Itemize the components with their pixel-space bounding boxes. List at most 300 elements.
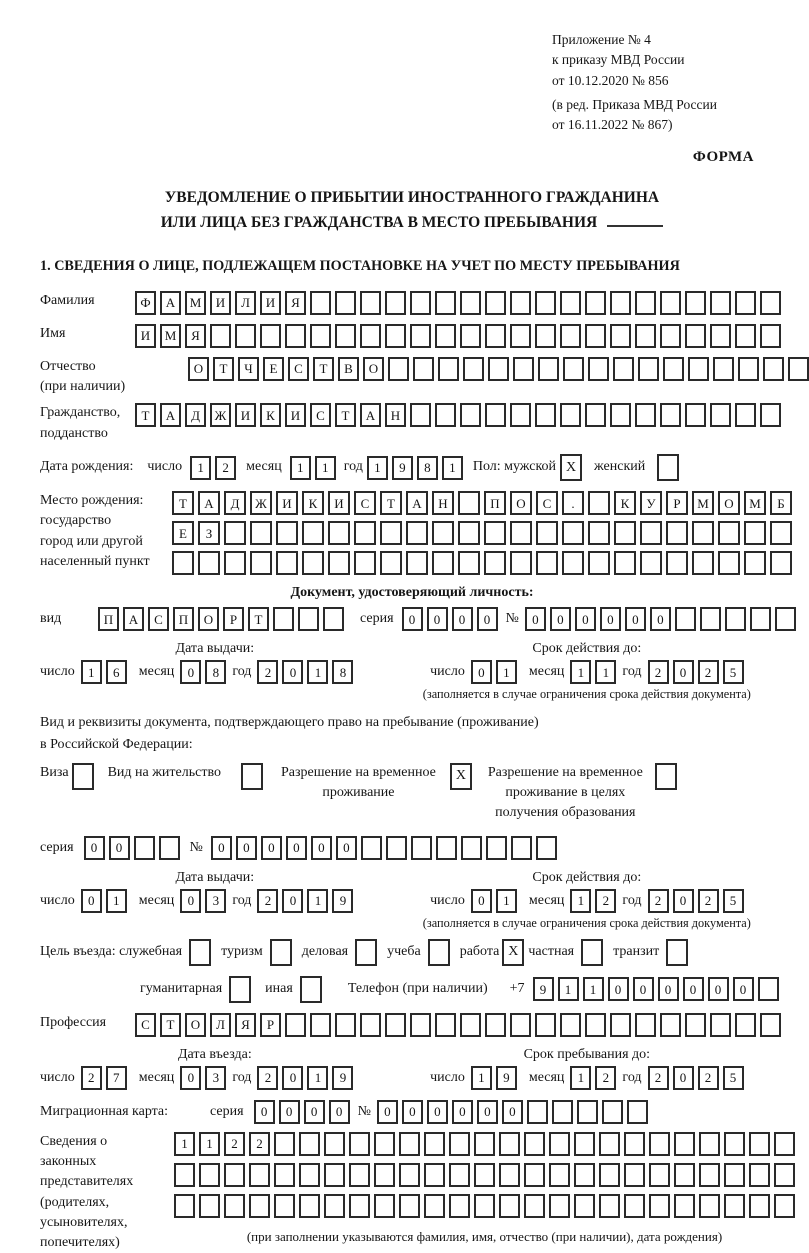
char-cell[interactable] [413, 357, 434, 381]
char-cell[interactable]: 0 [81, 889, 102, 913]
char-cell[interactable] [640, 521, 662, 545]
char-cell[interactable] [560, 291, 581, 315]
temp-residence-edu-checkbox[interactable] [655, 763, 677, 790]
char-cell[interactable]: 0 [254, 1100, 275, 1124]
char-cell[interactable]: Т [213, 357, 234, 381]
char-cell[interactable] [649, 1194, 670, 1218]
char-cell[interactable] [610, 291, 631, 315]
char-cell[interactable] [349, 1194, 370, 1218]
char-cell[interactable]: Р [666, 491, 688, 515]
char-cell[interactable]: 0 [650, 607, 671, 631]
char-cell[interactable] [399, 1194, 420, 1218]
char-cell[interactable] [474, 1194, 495, 1218]
char-cell[interactable] [560, 1013, 581, 1037]
char-cell[interactable] [724, 1132, 745, 1156]
char-cell[interactable] [527, 1100, 548, 1124]
char-cell[interactable]: 0 [286, 836, 307, 860]
char-cell[interactable]: 1 [583, 977, 604, 1001]
char-cell[interactable] [310, 291, 331, 315]
char-cell[interactable]: Я [285, 291, 306, 315]
char-cell[interactable]: 1 [558, 977, 579, 1001]
char-cell[interactable] [635, 403, 656, 427]
char-cell[interactable] [250, 551, 272, 575]
char-cell[interactable]: 1 [174, 1132, 195, 1156]
char-cell[interactable] [763, 357, 784, 381]
char-cell[interactable] [463, 357, 484, 381]
char-cell[interactable] [760, 1013, 781, 1037]
char-cell[interactable]: Н [432, 491, 454, 515]
char-cell[interactable] [510, 521, 532, 545]
char-cell[interactable] [750, 607, 771, 631]
char-cell[interactable] [563, 357, 584, 381]
char-cell[interactable]: А [406, 491, 428, 515]
char-cell[interactable] [374, 1132, 395, 1156]
char-cell[interactable]: 1 [496, 889, 517, 913]
char-cell[interactable] [224, 1163, 245, 1187]
char-cell[interactable] [685, 291, 706, 315]
char-cell[interactable]: О [363, 357, 384, 381]
purpose-tourism-checkbox[interactable] [270, 939, 292, 966]
char-cell[interactable]: 0 [471, 889, 492, 913]
char-cell[interactable] [484, 551, 506, 575]
char-cell[interactable] [458, 551, 480, 575]
char-cell[interactable] [449, 1194, 470, 1218]
char-cell[interactable] [624, 1163, 645, 1187]
char-cell[interactable] [588, 551, 610, 575]
char-cell[interactable]: 7 [106, 1066, 127, 1090]
char-cell[interactable] [735, 1013, 756, 1037]
char-cell[interactable]: К [260, 403, 281, 427]
char-cell[interactable] [335, 1013, 356, 1037]
char-cell[interactable] [585, 403, 606, 427]
char-cell[interactable]: И [285, 403, 306, 427]
char-cell[interactable]: 0 [452, 607, 473, 631]
char-cell[interactable] [374, 1194, 395, 1218]
char-cell[interactable]: 2 [215, 456, 236, 480]
char-cell[interactable]: 5 [723, 1066, 744, 1090]
char-cell[interactable] [436, 836, 457, 860]
char-cell[interactable]: 2 [249, 1132, 270, 1156]
char-cell[interactable] [688, 357, 709, 381]
char-cell[interactable] [724, 1163, 745, 1187]
char-cell[interactable] [562, 551, 584, 575]
char-cell[interactable]: 0 [427, 607, 448, 631]
char-cell[interactable] [432, 551, 454, 575]
char-cell[interactable] [432, 521, 454, 545]
char-cell[interactable] [172, 551, 194, 575]
char-cell[interactable]: И [235, 403, 256, 427]
char-cell[interactable] [718, 521, 740, 545]
char-cell[interactable] [499, 1132, 520, 1156]
char-cell[interactable]: 0 [180, 889, 201, 913]
char-cell[interactable]: 8 [332, 660, 353, 684]
char-cell[interactable] [424, 1132, 445, 1156]
char-cell[interactable] [299, 1132, 320, 1156]
char-cell[interactable] [614, 521, 636, 545]
char-cell[interactable]: 2 [595, 889, 616, 913]
char-cell[interactable]: Ж [250, 491, 272, 515]
char-cell[interactable]: 0 [261, 836, 282, 860]
char-cell[interactable] [562, 521, 584, 545]
char-cell[interactable]: 1 [442, 456, 463, 480]
char-cell[interactable] [224, 1194, 245, 1218]
char-cell[interactable] [302, 551, 324, 575]
char-cell[interactable] [435, 291, 456, 315]
char-cell[interactable] [674, 1132, 695, 1156]
char-cell[interactable] [274, 1132, 295, 1156]
char-cell[interactable] [159, 836, 180, 860]
char-cell[interactable] [410, 324, 431, 348]
char-cell[interactable] [660, 403, 681, 427]
char-cell[interactable] [760, 403, 781, 427]
char-cell[interactable]: Н [385, 403, 406, 427]
char-cell[interactable] [627, 1100, 648, 1124]
char-cell[interactable]: П [98, 607, 119, 631]
char-cell[interactable]: 3 [205, 1066, 226, 1090]
char-cell[interactable]: 0 [683, 977, 704, 1001]
char-cell[interactable] [385, 291, 406, 315]
char-cell[interactable]: С [536, 491, 558, 515]
char-cell[interactable] [535, 324, 556, 348]
char-cell[interactable] [499, 1194, 520, 1218]
char-cell[interactable]: Т [380, 491, 402, 515]
char-cell[interactable] [285, 324, 306, 348]
char-cell[interactable] [710, 291, 731, 315]
char-cell[interactable] [323, 607, 344, 631]
char-cell[interactable] [770, 551, 792, 575]
char-cell[interactable]: 0 [625, 607, 646, 631]
purpose-private-checkbox[interactable] [581, 939, 603, 966]
char-cell[interactable]: 1 [106, 889, 127, 913]
char-cell[interactable]: М [160, 324, 181, 348]
char-cell[interactable] [699, 1194, 720, 1218]
char-cell[interactable] [273, 607, 294, 631]
char-cell[interactable] [649, 1163, 670, 1187]
char-cell[interactable] [735, 403, 756, 427]
char-cell[interactable]: 1 [199, 1132, 220, 1156]
char-cell[interactable] [474, 1132, 495, 1156]
char-cell[interactable]: 0 [427, 1100, 448, 1124]
char-cell[interactable]: Л [235, 291, 256, 315]
char-cell[interactable]: О [510, 491, 532, 515]
char-cell[interactable]: 1 [570, 660, 591, 684]
char-cell[interactable]: 0 [336, 836, 357, 860]
char-cell[interactable]: 1 [367, 456, 388, 480]
char-cell[interactable] [260, 324, 281, 348]
char-cell[interactable]: 1 [570, 889, 591, 913]
char-cell[interactable]: 0 [84, 836, 105, 860]
char-cell[interactable]: И [328, 491, 350, 515]
char-cell[interactable] [710, 403, 731, 427]
char-cell[interactable] [511, 836, 532, 860]
purpose-humanitarian-checkbox[interactable] [229, 976, 251, 1003]
char-cell[interactable] [349, 1132, 370, 1156]
char-cell[interactable] [535, 403, 556, 427]
char-cell[interactable]: Е [172, 521, 194, 545]
char-cell[interactable] [361, 836, 382, 860]
temp-residence-checkbox[interactable]: X [450, 763, 472, 790]
char-cell[interactable]: З [198, 521, 220, 545]
char-cell[interactable]: Ч [238, 357, 259, 381]
char-cell[interactable]: М [185, 291, 206, 315]
char-cell[interactable] [388, 357, 409, 381]
char-cell[interactable] [360, 1013, 381, 1037]
char-cell[interactable]: 0 [282, 660, 303, 684]
char-cell[interactable]: Ф [135, 291, 156, 315]
char-cell[interactable] [224, 521, 246, 545]
char-cell[interactable] [449, 1132, 470, 1156]
char-cell[interactable]: 2 [257, 889, 278, 913]
char-cell[interactable] [692, 521, 714, 545]
char-cell[interactable] [406, 521, 428, 545]
char-cell[interactable] [749, 1132, 770, 1156]
char-cell[interactable] [775, 607, 796, 631]
char-cell[interactable] [513, 357, 534, 381]
char-cell[interactable] [700, 607, 721, 631]
char-cell[interactable] [349, 1163, 370, 1187]
char-cell[interactable] [552, 1100, 573, 1124]
char-cell[interactable] [760, 291, 781, 315]
char-cell[interactable] [410, 291, 431, 315]
char-cell[interactable]: 2 [698, 1066, 719, 1090]
char-cell[interactable] [649, 1132, 670, 1156]
char-cell[interactable] [510, 291, 531, 315]
char-cell[interactable] [411, 836, 432, 860]
char-cell[interactable] [536, 521, 558, 545]
char-cell[interactable] [724, 1194, 745, 1218]
char-cell[interactable] [585, 1013, 606, 1037]
char-cell[interactable]: 1 [471, 1066, 492, 1090]
char-cell[interactable]: 0 [109, 836, 130, 860]
char-cell[interactable] [374, 1163, 395, 1187]
char-cell[interactable] [360, 291, 381, 315]
char-cell[interactable]: 0 [600, 607, 621, 631]
char-cell[interactable] [458, 521, 480, 545]
char-cell[interactable]: 2 [257, 1066, 278, 1090]
char-cell[interactable]: 0 [733, 977, 754, 1001]
char-cell[interactable] [460, 324, 481, 348]
char-cell[interactable] [449, 1163, 470, 1187]
char-cell[interactable]: 2 [81, 1066, 102, 1090]
char-cell[interactable] [574, 1194, 595, 1218]
char-cell[interactable]: 0 [311, 836, 332, 860]
char-cell[interactable] [274, 1163, 295, 1187]
char-cell[interactable] [335, 291, 356, 315]
char-cell[interactable] [735, 291, 756, 315]
char-cell[interactable] [574, 1132, 595, 1156]
char-cell[interactable] [774, 1132, 795, 1156]
char-cell[interactable] [510, 324, 531, 348]
char-cell[interactable] [774, 1194, 795, 1218]
char-cell[interactable] [399, 1132, 420, 1156]
char-cell[interactable]: 1 [307, 889, 328, 913]
char-cell[interactable] [435, 324, 456, 348]
char-cell[interactable]: 0 [550, 607, 571, 631]
purpose-study-checkbox[interactable] [428, 939, 450, 966]
char-cell[interactable] [535, 291, 556, 315]
char-cell[interactable] [199, 1163, 220, 1187]
char-cell[interactable]: А [160, 403, 181, 427]
char-cell[interactable] [299, 1163, 320, 1187]
char-cell[interactable]: Д [185, 403, 206, 427]
char-cell[interactable] [577, 1100, 598, 1124]
char-cell[interactable]: К [302, 491, 324, 515]
char-cell[interactable]: 0 [377, 1100, 398, 1124]
char-cell[interactable] [435, 1013, 456, 1037]
char-cell[interactable] [460, 1013, 481, 1037]
char-cell[interactable] [499, 1163, 520, 1187]
char-cell[interactable] [460, 291, 481, 315]
char-cell[interactable]: 0 [502, 1100, 523, 1124]
char-cell[interactable] [710, 324, 731, 348]
char-cell[interactable] [298, 607, 319, 631]
char-cell[interactable] [770, 521, 792, 545]
char-cell[interactable] [666, 521, 688, 545]
char-cell[interactable] [438, 357, 459, 381]
char-cell[interactable]: Т [135, 403, 156, 427]
char-cell[interactable] [328, 521, 350, 545]
char-cell[interactable]: 0 [673, 889, 694, 913]
char-cell[interactable] [660, 1013, 681, 1037]
char-cell[interactable] [549, 1194, 570, 1218]
char-cell[interactable] [725, 607, 746, 631]
char-cell[interactable] [524, 1194, 545, 1218]
char-cell[interactable] [599, 1163, 620, 1187]
char-cell[interactable] [328, 551, 350, 575]
char-cell[interactable] [460, 403, 481, 427]
char-cell[interactable] [640, 551, 662, 575]
char-cell[interactable]: А [360, 403, 381, 427]
char-cell[interactable]: Т [160, 1013, 181, 1037]
char-cell[interactable]: 9 [533, 977, 554, 1001]
char-cell[interactable] [674, 1194, 695, 1218]
char-cell[interactable] [536, 836, 557, 860]
char-cell[interactable]: 0 [477, 1100, 498, 1124]
char-cell[interactable]: 2 [257, 660, 278, 684]
purpose-other-checkbox[interactable] [300, 976, 322, 1003]
char-cell[interactable]: 0 [708, 977, 729, 1001]
char-cell[interactable]: У [640, 491, 662, 515]
char-cell[interactable]: Б [770, 491, 792, 515]
char-cell[interactable]: Т [172, 491, 194, 515]
char-cell[interactable] [524, 1132, 545, 1156]
char-cell[interactable] [685, 324, 706, 348]
char-cell[interactable]: С [288, 357, 309, 381]
char-cell[interactable]: П [173, 607, 194, 631]
char-cell[interactable] [735, 324, 756, 348]
char-cell[interactable]: 0 [471, 660, 492, 684]
char-cell[interactable] [749, 1163, 770, 1187]
char-cell[interactable] [524, 1163, 545, 1187]
char-cell[interactable] [588, 521, 610, 545]
char-cell[interactable]: И [260, 291, 281, 315]
char-cell[interactable]: Е [263, 357, 284, 381]
char-cell[interactable]: 0 [180, 1066, 201, 1090]
char-cell[interactable] [276, 551, 298, 575]
char-cell[interactable] [249, 1163, 270, 1187]
char-cell[interactable] [588, 357, 609, 381]
char-cell[interactable]: Л [210, 1013, 231, 1037]
char-cell[interactable] [535, 1013, 556, 1037]
char-cell[interactable] [635, 324, 656, 348]
char-cell[interactable]: 1 [81, 660, 102, 684]
char-cell[interactable]: 1 [290, 456, 311, 480]
char-cell[interactable] [199, 1194, 220, 1218]
char-cell[interactable]: 9 [332, 1066, 353, 1090]
char-cell[interactable] [174, 1194, 195, 1218]
char-cell[interactable]: 3 [205, 889, 226, 913]
char-cell[interactable]: А [123, 607, 144, 631]
char-cell[interactable] [560, 403, 581, 427]
char-cell[interactable]: 0 [477, 607, 498, 631]
char-cell[interactable]: Д [224, 491, 246, 515]
char-cell[interactable] [410, 1013, 431, 1037]
char-cell[interactable] [486, 836, 507, 860]
char-cell[interactable]: 1 [307, 660, 328, 684]
char-cell[interactable]: 1 [315, 456, 336, 480]
char-cell[interactable] [744, 521, 766, 545]
char-cell[interactable]: А [160, 291, 181, 315]
char-cell[interactable] [210, 324, 231, 348]
char-cell[interactable] [602, 1100, 623, 1124]
char-cell[interactable] [485, 324, 506, 348]
char-cell[interactable] [324, 1194, 345, 1218]
char-cell[interactable] [406, 551, 428, 575]
char-cell[interactable]: Т [335, 403, 356, 427]
char-cell[interactable] [285, 1013, 306, 1037]
char-cell[interactable] [235, 324, 256, 348]
char-cell[interactable]: Т [248, 607, 269, 631]
char-cell[interactable] [354, 551, 376, 575]
char-cell[interactable] [599, 1194, 620, 1218]
char-cell[interactable] [461, 836, 482, 860]
char-cell[interactable]: 2 [648, 889, 669, 913]
char-cell[interactable] [335, 324, 356, 348]
char-cell[interactable] [354, 521, 376, 545]
char-cell[interactable] [599, 1132, 620, 1156]
char-cell[interactable] [685, 403, 706, 427]
char-cell[interactable]: И [276, 491, 298, 515]
char-cell[interactable] [250, 521, 272, 545]
char-cell[interactable] [224, 551, 246, 575]
char-cell[interactable]: О [198, 607, 219, 631]
char-cell[interactable]: 1 [570, 1066, 591, 1090]
char-cell[interactable]: 6 [106, 660, 127, 684]
char-cell[interactable] [610, 403, 631, 427]
char-cell[interactable] [614, 551, 636, 575]
char-cell[interactable]: . [562, 491, 584, 515]
char-cell[interactable]: 0 [236, 836, 257, 860]
char-cell[interactable] [710, 1013, 731, 1037]
visa-checkbox[interactable] [72, 763, 94, 790]
char-cell[interactable] [474, 1163, 495, 1187]
char-cell[interactable]: 0 [673, 1066, 694, 1090]
char-cell[interactable] [574, 1163, 595, 1187]
char-cell[interactable]: Р [223, 607, 244, 631]
char-cell[interactable]: Р [260, 1013, 281, 1037]
char-cell[interactable] [274, 1194, 295, 1218]
char-cell[interactable]: 2 [224, 1132, 245, 1156]
char-cell[interactable]: 0 [282, 1066, 303, 1090]
char-cell[interactable] [674, 1163, 695, 1187]
char-cell[interactable]: 0 [608, 977, 629, 1001]
char-cell[interactable] [249, 1194, 270, 1218]
char-cell[interactable] [660, 291, 681, 315]
char-cell[interactable] [744, 551, 766, 575]
purpose-work-checkbox[interactable]: X [502, 939, 524, 966]
char-cell[interactable]: 2 [698, 889, 719, 913]
char-cell[interactable]: О [185, 1013, 206, 1037]
